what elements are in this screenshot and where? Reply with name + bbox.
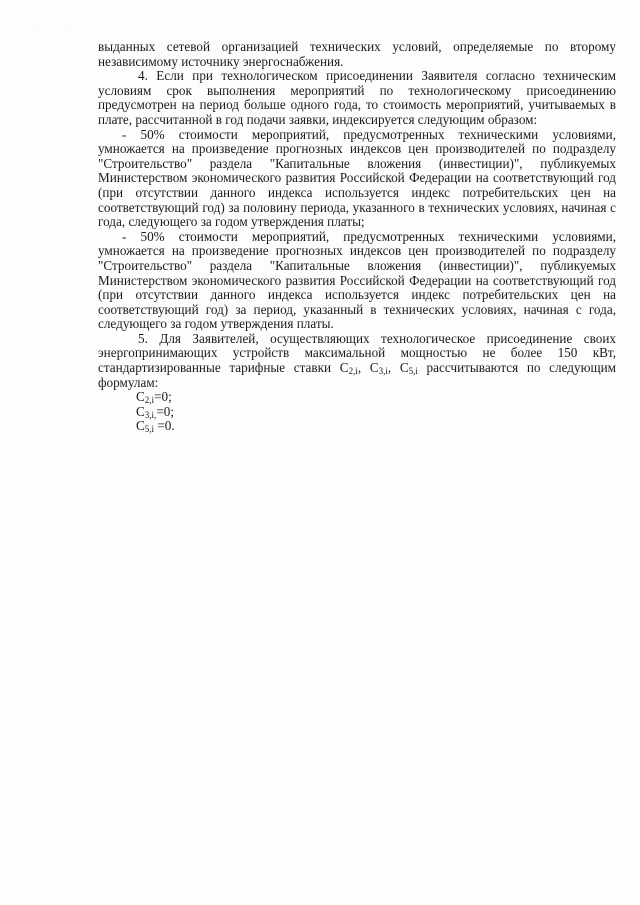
scan-corner-mark: · · bbox=[33, 25, 81, 32]
rate-c5: $C_{5,i}$ bbox=[399, 360, 418, 377]
rate-c2: $C_{2,i}$ bbox=[339, 360, 358, 377]
formula-c2: $C_{2,i}=0$; bbox=[136, 389, 172, 406]
paragraph-5-end: рассчитываются по следующим формулам: bbox=[98, 360, 617, 390]
paragraph-5: 5. Для Заявителей, осуществляющих технологическое присоединение своих энергопринимающих устройств максимальной мощностью не более 150 кВт, стандартизированные тарифные ставки $C_{2,i}$, $C_{3,i}$, $C_{5,i}$ рассчитываются по следующим формулам: bbox=[98, 330, 617, 390]
formula-c5: $C_{5,i} =0$. bbox=[136, 418, 175, 435]
paragraph-continuation: выданных сетевой организацией технических условий, определяемые по второму независимому источнику энергоснабжения. bbox=[98, 39, 616, 69]
paragraph-4: 4. Если при технологическом присоединении Заявителя согласно техническим условиям срок выполнения мероприятий по технологическому присоединению предусмотрен на период больше одного года, то стоимость мероприятий, учитываемых в плате, рассчитанной в год подачи заявки, индексируется следующим образом: bbox=[98, 68, 616, 127]
bullet-item-1: - 50% стоимости мероприятий, предусмотренных техническими условиями, умножается на произведение прогнозных индексов цен производителей по подразделу "Строительство" раздела "Капитальные вложения (инвестиции)", публикуемых Министерством экономического развития Российской Федерации на соответствующий год (при отсутствии данного индекса используется индекс потребительских цен на соответствующий год) за половину периода, указанного в технических условиях, начиная с года, следующего за годом утверждения платы; bbox=[98, 126, 616, 230]
bullet-item-2: - 50% стоимости мероприятий, предусмотренных техническими условиями, умножается на произведение прогнозных индексов цен производителей по подразделу "Строительство" раздела "Капитальные вложения (инвестиции)", публикуемых Министерством экономического развития Российской Федерации на соответствующий год (при отсутствии данного индекса используется индекс потребительских цен на соответствующий год) за период, указанный в технических условиях, начиная с года, следующего за годом утверждения платы. bbox=[98, 228, 616, 332]
formula-list bbox=[98, 390, 616, 434]
document-body bbox=[98, 40, 616, 434]
formula-c3: $C_{3,i,}=0$; bbox=[136, 403, 175, 420]
paragraph-5-text: 5. Для Заявителей, осуществляющих технологическое присоединение своих энергопринимающих устройств максимальной мощностью не более 150 кВт, стандартизированные тарифные ставки bbox=[98, 330, 616, 376]
rate-c3: $C_{3,i}$ bbox=[369, 360, 388, 377]
